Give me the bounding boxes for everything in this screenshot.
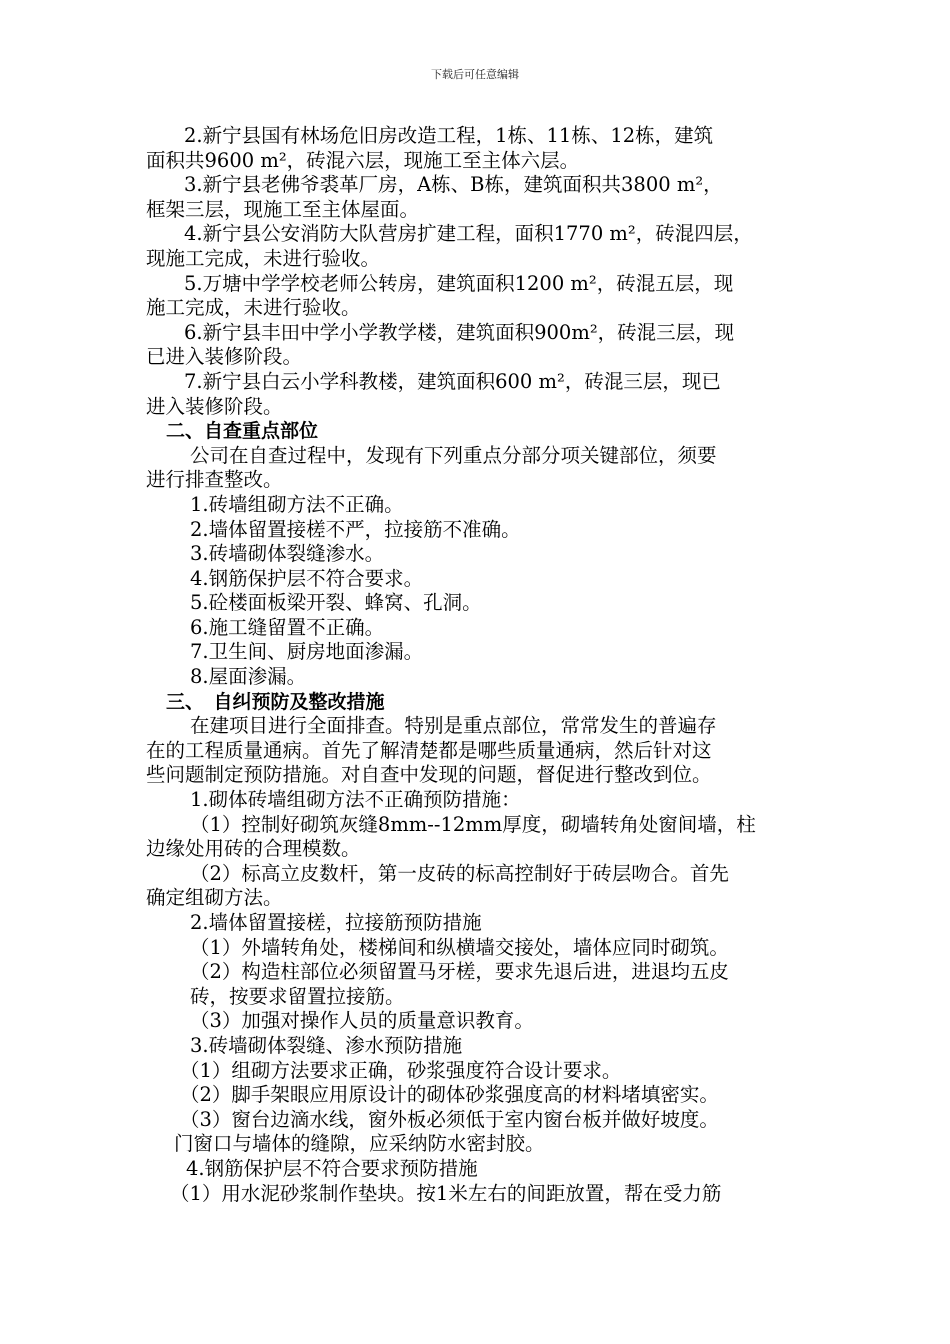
paragraph-line: 公司在自查过程中，发现有下列重点分部分项关键部位，须要 (190, 443, 717, 467)
paragraph-line: 6.新宁县丰田中学小学教学楼，建筑面积900m²，砖混三层，现 (184, 320, 735, 344)
paragraph-line: 边缘处用砖的合理模数。 (146, 837, 361, 861)
list-item: （2）标高立皮数杆，第一皮砖的标高控制好于砖层吻合。首先 (190, 861, 729, 885)
paragraph-line: 确定组砌方法。 (146, 886, 283, 910)
paragraph-line: 5.万塘中学学校老师公转房，建筑面积1200 m²，砖混五层，现 (184, 271, 734, 295)
paragraph-line: 框架三层，现施工至主体屋面。 (146, 197, 420, 221)
paragraph-line: 施工完成，未进行验收。 (146, 296, 361, 320)
subsection-heading: 4.钢筋保护层不符合要求预防措施 (186, 1156, 478, 1180)
document-body (146, 124, 816, 1206)
paragraph-line: 进行排查整改。 (146, 468, 283, 492)
paragraph-line: 现施工完成，未进行验收。 (146, 246, 381, 270)
section-heading: 三、 自纠预防及整改措施 (166, 690, 385, 713)
paragraph-line: 7.新宁县白云小学科教楼，建筑面积600 m²，砖混三层，现已 (184, 369, 721, 393)
paragraph-line: 已进入装修阶段。 (146, 345, 303, 369)
paragraph-line: 4.新宁县公安消防大队营房扩建工程，面积1770 m²，砖混四层， (184, 222, 753, 246)
list-item: 2.墙体留置接槎不严，拉接筋不准确。 (190, 517, 521, 541)
list-item: 3.砖墙砌体裂缝渗水。 (190, 542, 385, 566)
list-item: 4.钢筋保护层不符合要求。 (190, 566, 424, 590)
paragraph-line: 门窗口与墙体的缝隙，应采纳防水密封胶。 (174, 1132, 545, 1156)
section-heading: 二、自查重点部位 (166, 420, 319, 443)
list-item: （1）外墙转角处，楼梯间和纵横墙交接处，墙体应同时砌筑。 (190, 935, 729, 959)
list-item: （3）窗台边滴水线，窗外板必须低于室内窗台板并做好坡度。 (180, 1107, 719, 1131)
paragraph-line: 2.新宁县国有林场危旧房改造工程，1栋、11栋、12栋，建筑 (184, 124, 714, 147)
list-item: 1.砖墙组砌方法不正确。 (190, 492, 404, 516)
list-item: （3）加强对操作人员的质量意识教育。 (190, 1009, 534, 1033)
paragraph-line: 面积共9600 m²，砖混六层，现施工至主体六层。 (146, 148, 580, 172)
list-item: （1）组砌方法要求正确，砂浆强度符合设计要求。 (180, 1058, 622, 1082)
page-header: 下载后可任意编辑 (431, 68, 519, 81)
subsection-heading: 2.墙体留置接槎，拉接筋预防措施 (190, 911, 482, 934)
list-item: （2）构造柱部位必须留置马牙槎，要求先退后进，进退均五皮 (190, 960, 729, 984)
list-item: 7.卫生间、厨房地面渗漏。 (190, 640, 424, 664)
list-item: 5.砼楼面板梁开裂、蜂窝、孔洞。 (190, 591, 482, 615)
list-item: （1）用水泥砂浆制作垫块。按1米左右的间距放置，帮在受力筋 (170, 1181, 722, 1205)
subsection-heading: 3.砖墙砌体裂缝、渗水预防措施 (190, 1033, 463, 1057)
paragraph-line: 在建项目进行全面排查。特别是重点部位，常常发生的普遍存 (190, 714, 717, 738)
list-item: （1）控制好砌筑灰缝8mm--12mm厚度，砌墙转角处窗间墙，柱 (190, 812, 756, 836)
subsection-heading: 1.砌体砖墙组砌方法不正确预防措施： (190, 788, 521, 812)
paragraph-line: 在的工程质量通病。首先了解清楚都是哪些质量通病，然后针对这 (146, 738, 712, 762)
paragraph-line: 进入装修阶段。 (146, 394, 283, 418)
paragraph-line: 3.新宁县老佛爷裘革厂房，A栋、B栋，建筑面积共3800 m²， (184, 173, 723, 197)
list-item: 8.屋面渗漏。 (190, 665, 307, 689)
paragraph-line: 砖，按要求留置拉接筋。 (190, 984, 405, 1008)
list-item: （2）脚手架眼应用原设计的砌体砂浆强度高的材料堵填密实。 (180, 1083, 719, 1107)
paragraph-line: 些问题制定预防措施。对自查中发现的问题，督促进行整改到位。 (146, 763, 712, 787)
list-item: 6.施工缝留置不正确。 (190, 615, 385, 639)
